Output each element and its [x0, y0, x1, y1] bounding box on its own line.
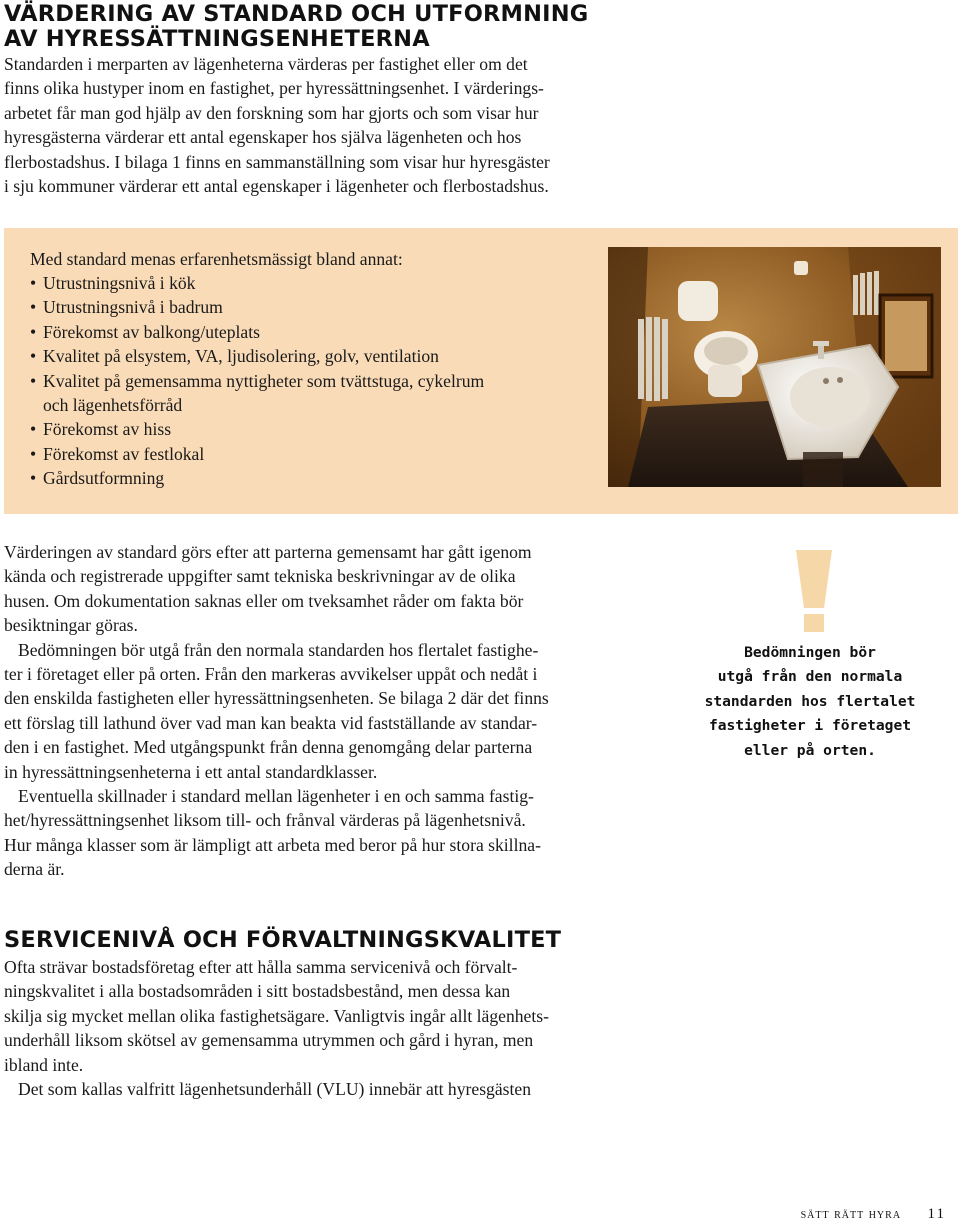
text-line: den i en fastighet. Med utgångspunkt från denna genomgång delar parterna — [4, 737, 533, 758]
list-item: • Förekomst av hiss — [30, 417, 484, 441]
text-line: underhåll liksom skötsel av gemensamma utrymmen och gård i hyran, men — [4, 1030, 534, 1051]
list-item-line: och lägenhetsförråd — [43, 395, 183, 416]
list-item: • Gårdsutformning — [30, 466, 484, 490]
heading-line: VÄRDERING AV STANDARD OCH UTFORMNING — [4, 1, 589, 27]
callout-line: utgå från den normala — [717, 668, 903, 686]
callout-line: fastigheter i företaget — [708, 717, 912, 735]
valuation-paragraphs — [4, 540, 624, 882]
text-line: i sju kommuner värderar ett antal egenskaper i lägenheter och flerbostadshus. — [4, 176, 549, 197]
text-line: arbetet får man god hjälp av den forskning som har gjorts och som visar hur — [4, 102, 539, 123]
list-item: • Utrustningsnivå i badrum — [30, 295, 484, 319]
text-line: ningskvalitet i alla bostadsområden i sitt bostadsbestånd, men dessa kan — [4, 981, 511, 1002]
intro-paragraph — [4, 52, 550, 198]
list-item-line: • Kvalitet på gemensamma nyttigheter som tvättstuga, cykelrum — [43, 370, 485, 391]
page-number: 11 — [927, 1206, 946, 1222]
heading-line: AV HYRESSÄTTNINGSENHETERNA — [4, 26, 430, 52]
footer-title: sätt rätt hyra — [800, 1207, 902, 1222]
text-line: husen. Om dokumentation saknas eller om tveksamhet råder om fakta bör — [4, 590, 524, 611]
text-line: den enskilda fastigheten eller hyressättningsenheten. Se bilaga 2 där det finns — [4, 688, 549, 709]
text-line: kända och registrerade uppgifter samt tekniska beskrivningar av de olika — [4, 566, 516, 587]
text-line: derna är. — [4, 859, 65, 880]
text-line: ibland inte. — [4, 1054, 84, 1075]
standard-box-intro: Med standard menas erfarenhetsmässigt bland annat: — [30, 249, 403, 269]
text-line: in hyressättningsenheterna i ett antal standardklasser. — [4, 761, 378, 782]
section-heading-service: SERVICENIVÅ OCH FÖRVALTNINGSKVALITET — [4, 927, 562, 953]
exclamation-icon — [796, 550, 832, 632]
text-line: Eventuella skillnader i standard mellan lägenheter i en och samma fastig- — [18, 786, 534, 807]
callout-line: eller på orten. — [744, 741, 876, 759]
text-line: Hur många klasser som är lämpligt att arbeta med beror på hur stora skillna- — [4, 834, 541, 855]
list-item — [30, 369, 484, 418]
text-line: het/hyressättningsenhet liksom till- och frånval värderas på lägenhetsnivå. — [4, 810, 526, 831]
section-heading-standard — [4, 2, 588, 52]
paragraph — [4, 638, 624, 784]
service-paragraphs — [4, 955, 624, 1101]
paragraph — [4, 540, 624, 638]
text-line: ter i företaget eller på orten. Från den markeras avvikelser uppåt och nedåt i — [4, 664, 538, 685]
text-line: flerbostadshus. I bilaga 1 finns en sammanställning som visar hur hyresgäster — [4, 151, 550, 172]
text-line: Bedömningen bör utgå från den normala standarden hos flertalet fastighe- — [18, 639, 539, 660]
page-footer — [801, 1206, 946, 1223]
text-line: besiktningar göras. — [4, 615, 138, 636]
paragraph — [4, 1077, 624, 1101]
text-line: hyresgästerna värderar ett antal egenskaper hos själva lägenheten och hos — [4, 127, 522, 148]
paragraph — [4, 784, 624, 882]
standard-list — [30, 271, 484, 491]
list-item: • Förekomst av festlokal — [30, 442, 484, 466]
callout-quote — [680, 641, 940, 763]
bathroom-photo — [608, 247, 941, 487]
text-line: ett förslag till lathund över vad man kan beakta vid fastställande av standar- — [4, 712, 538, 733]
text-line: finns olika hustyper inom en fastighet, per hyressättningsenhet. I värderings- — [4, 78, 544, 99]
text-line: Det som kallas valfritt lägenhetsunderhåll (VLU) innebär att hyresgästen — [18, 1079, 531, 1100]
paragraph — [4, 955, 624, 1077]
callout-line: standarden hos flertalet — [704, 692, 916, 710]
list-item: • Kvalitet på elsystem, VA, ljudisolering, golv, ventilation — [30, 344, 484, 368]
callout-line: Bedömningen bör — [744, 644, 876, 661]
text-line: skilja sig mycket mellan olika fastighetsägare. Vanligtvis ingår allt lägenhets- — [4, 1005, 549, 1026]
text-line: Värderingen av standard görs efter att parterna gemensamt har gått igenom — [4, 542, 532, 562]
bathroom-illustration — [608, 247, 941, 487]
text-line: Ofta strävar bostadsföretag efter att hålla samma servicenivå och förvalt- — [4, 957, 518, 977]
list-item: • Förekomst av balkong/uteplats — [30, 320, 484, 344]
list-item: • Utrustningsnivå i kök — [30, 271, 484, 295]
text-line: Standarden i merparten av lägenheterna värderas per fastighet eller om det — [4, 54, 528, 74]
